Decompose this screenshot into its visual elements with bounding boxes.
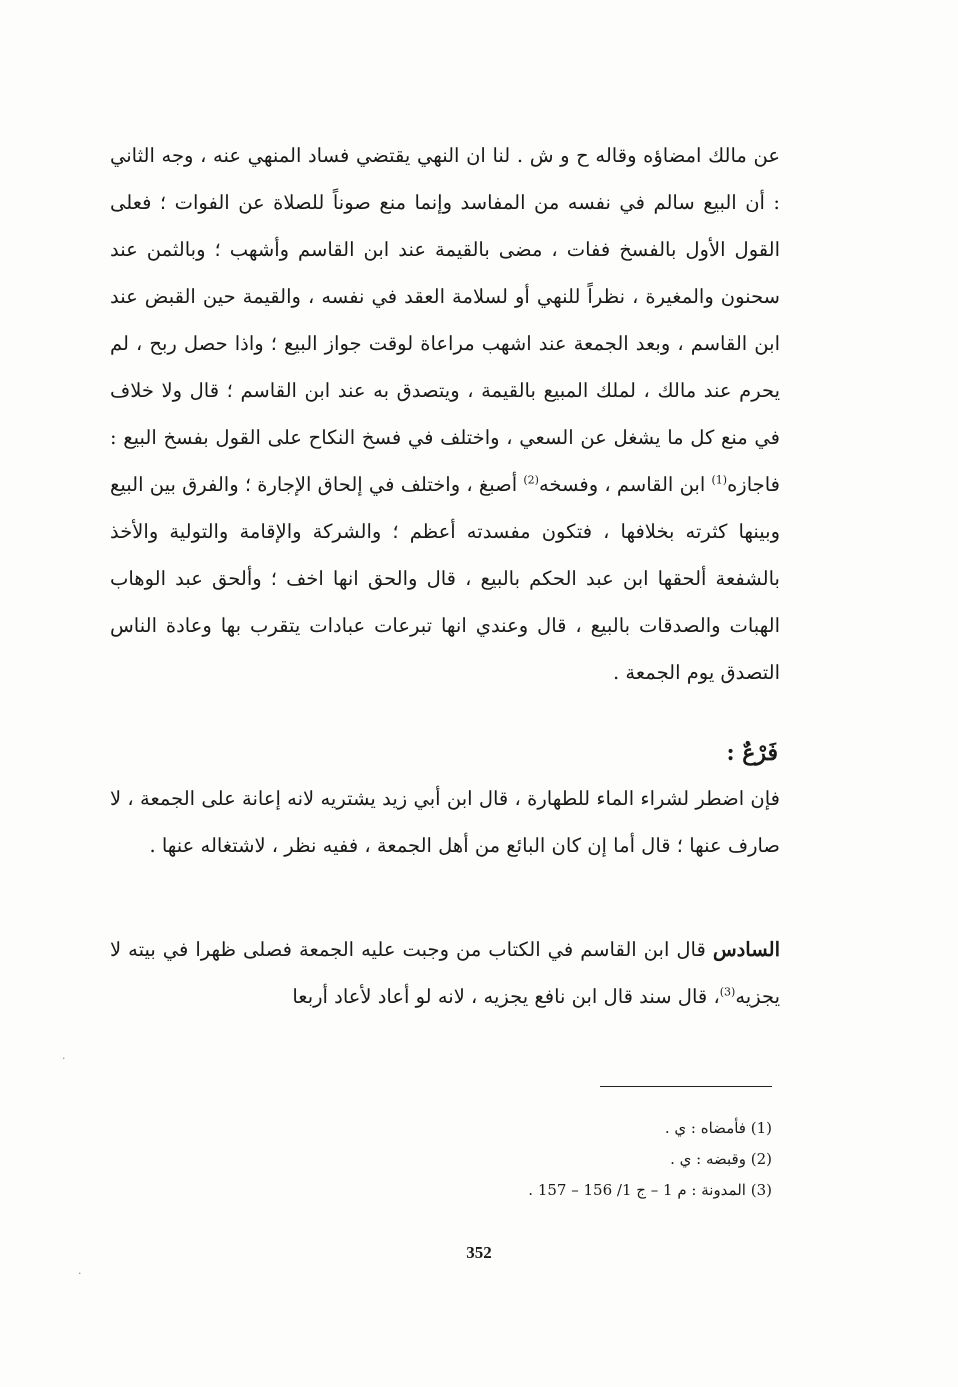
paragraph-3-text-end: ، قال سند قال ابن نافع يجزيه ، لانه لو أعاد لأعاد أربعا: [292, 985, 720, 1008]
footnote-ref-2: (2): [523, 473, 539, 487]
paragraph-3: [110, 926, 780, 1020]
page-number: 352: [466, 1243, 492, 1262]
paragraph-1: [110, 132, 780, 696]
paragraph-2: [110, 775, 780, 869]
paragraph-1-text-end: أصبغ ، واختلف في إلحاق الإجارة ؛ والفرق بين البيع وبينها كثرته بخلافها ، فتكون مفسدته أعظم ؛ والشركة والإقامة والتولية والأخذ بالشفعة ألحقها ابن عبد الحكم بالبيع ، قال والحق انها اخف ؛ وألحق عبد الوهاب الهبات والصدقات بالبيع ، قال وعندي انها تبرعات عبادات يتقرب بها وعادة الناس التصدق يوم الجمعة .: [110, 473, 780, 684]
footnote-ref-1: (1): [711, 473, 728, 487]
section-heading-far: فَرْعٌ :: [726, 740, 778, 766]
footnote-3: (3) المدونة : م 1 – ج 1/ 156 – 157 .: [528, 1181, 772, 1199]
paragraph-2-text: فإن اضطر لشراء الماء للطهارة ، قال ابن أبي زيد يشتريه لانه إعانة على الجمعة ، لا صارف عنها ؛ قال أما إن كان البائع من أهل الجمعة ، ففيه نظر ، لاشتغاله عنها .: [110, 787, 780, 857]
paragraph-3-text: قال ابن القاسم في الكتاب من وجبت عليه الجمعة فصلى ظهرا في بيته لا يجزيه: [110, 938, 780, 1008]
paragraph-3-lead-word: السادس: [712, 938, 780, 961]
footnote-ref-3: (3): [719, 985, 736, 999]
footnote-separator: [600, 1086, 772, 1087]
scan-speck: ·: [62, 1052, 66, 1065]
paragraph-1-text: عن مالك امضاؤه وقاله ح و ش . لنا ان النهي يقتضي فساد المنهي عنه ، وجه الثاني : أن البيع سالم في نفسه من المفاسد وإنما منع صوناً للصلاة عن الفوات ؛ فعلى القول الأول بالفسخ ففات ، مضى بالقيمة عند ابن القاسم وأشهب ؛ وبالثمن عند سحنون والمغيرة ، نظراً للنهي أو لسلامة العقد في نفسه ، والقيمة حين القبض عند ابن القاسم ، وبعد الجمعة عند اشهب مراعاة لوقت جواز البيع ؛ واذا حصل ربح ، لم يحرم عند مالك ، لملك المبيع بالقيمة ، ويتصدق به عند ابن القاسم ؛ قال ولا خلاف في منع كل ما يشغل عن السعي ، واختلف في فسخ النكاح على القول بفسخ البيع : فاجازه: [110, 144, 780, 496]
footnote-1: (1) فأمضاه : ي .: [664, 1119, 772, 1137]
footnotes: [400, 1113, 772, 1206]
footnote-2: (2) وقبضه : ي .: [670, 1150, 772, 1168]
scan-speck: ·: [78, 1267, 82, 1280]
paragraph-1-text-mid: ابن القاسم ، وفسخه: [538, 473, 712, 496]
